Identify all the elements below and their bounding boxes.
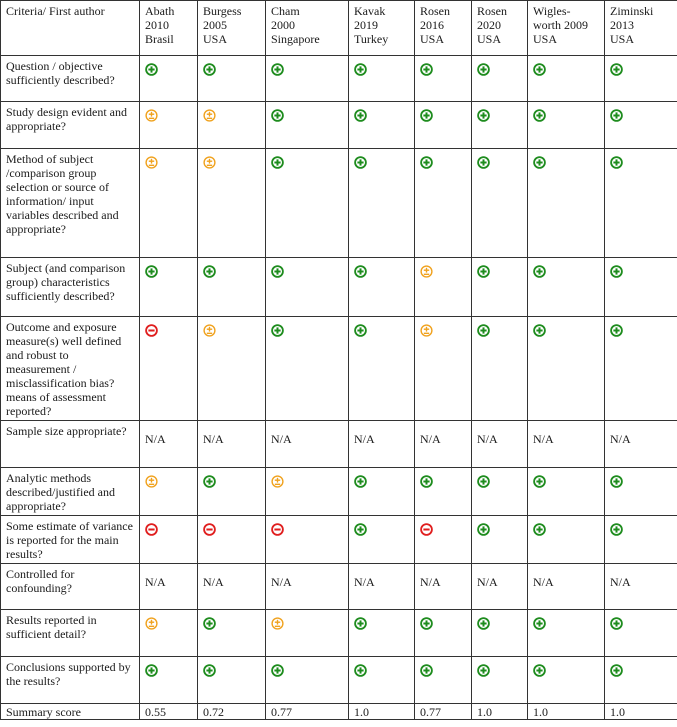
plus-circle-icon	[354, 63, 367, 76]
na-label: N/A	[271, 432, 292, 446]
rating-cell	[140, 56, 198, 102]
rating-cell	[266, 516, 349, 564]
plus-circle-icon	[354, 265, 367, 278]
rating-cell	[349, 657, 415, 704]
plus-circle-icon	[610, 475, 623, 488]
rating-cell	[349, 516, 415, 564]
criterion-cell: Outcome and exposure measure(s) well defined and robust to measurement / misclassification bias? means of assessment reported?	[1, 317, 140, 421]
plus-circle-icon	[271, 664, 284, 677]
study-header: Wigles- worth 2009 USA	[528, 1, 605, 56]
plus-circle-icon	[203, 63, 216, 76]
rating-cell	[349, 468, 415, 516]
na-label: N/A	[610, 575, 631, 589]
study-header: Abath 2010 Brasil	[140, 1, 198, 56]
criteria-header: Criteria/ First author	[1, 1, 140, 56]
rating-cell	[349, 102, 415, 149]
plus-circle-icon	[271, 109, 284, 122]
rating-cell	[472, 657, 528, 704]
plus-circle-icon	[477, 324, 490, 337]
rating-cell	[472, 610, 528, 657]
plus-circle-icon	[477, 156, 490, 169]
rating-cell	[198, 516, 266, 564]
plus-circle-icon	[533, 63, 546, 76]
summary-score: 1.0	[472, 704, 528, 720]
plus-circle-icon	[533, 265, 546, 278]
na-label: N/A	[420, 575, 441, 589]
na-label: N/A	[610, 432, 631, 446]
plus-circle-icon	[477, 475, 490, 488]
rating-cell	[605, 102, 677, 149]
study-header: Cham 2000 Singapore	[266, 1, 349, 56]
rating-cell	[605, 421, 677, 468]
plus-circle-icon	[203, 664, 216, 677]
rating-cell	[198, 149, 266, 258]
table-row	[1, 564, 677, 610]
criterion-cell: Results reported in sufficient detail?	[1, 610, 140, 657]
rating-cell	[266, 468, 349, 516]
table-row	[1, 468, 677, 516]
plus-circle-icon	[354, 617, 367, 630]
rating-cell	[415, 317, 472, 421]
table-row	[1, 56, 677, 102]
table-row	[1, 516, 677, 564]
plus-minus-icon	[271, 617, 284, 630]
summary-score: 0.77	[415, 704, 472, 720]
header-row	[1, 1, 677, 56]
table-body	[1, 56, 677, 720]
rating-cell	[266, 610, 349, 657]
rating-cell	[198, 56, 266, 102]
plus-minus-icon	[203, 109, 216, 122]
plus-minus-icon	[145, 617, 158, 630]
study-header: Kavak 2019 Turkey	[349, 1, 415, 56]
rating-cell	[472, 258, 528, 317]
plus-circle-icon	[420, 63, 433, 76]
rating-cell	[198, 258, 266, 317]
plus-circle-icon	[354, 109, 367, 122]
rating-cell	[349, 610, 415, 657]
rating-cell	[349, 149, 415, 258]
na-label: N/A	[533, 575, 554, 589]
rating-cell	[472, 317, 528, 421]
plus-circle-icon	[271, 156, 284, 169]
plus-circle-icon	[477, 617, 490, 630]
rating-cell	[198, 657, 266, 704]
plus-circle-icon	[354, 156, 367, 169]
rating-cell	[472, 421, 528, 468]
summary-score: 1.0	[528, 704, 605, 720]
rating-cell	[472, 468, 528, 516]
rating-cell	[198, 468, 266, 516]
plus-minus-icon	[203, 156, 216, 169]
minus-circle-icon	[420, 523, 433, 536]
criterion-cell: Method of subject /comparison group selection or source of information/ input variables described and appropriate?	[1, 149, 140, 258]
rating-cell	[266, 657, 349, 704]
plus-circle-icon	[610, 265, 623, 278]
rating-cell	[415, 468, 472, 516]
rating-cell	[415, 516, 472, 564]
plus-minus-icon	[145, 475, 158, 488]
rating-cell	[415, 56, 472, 102]
na-label: N/A	[271, 575, 292, 589]
summary-score: 0.77	[266, 704, 349, 720]
na-label: N/A	[203, 432, 224, 446]
plus-circle-icon	[203, 265, 216, 278]
plus-circle-icon	[610, 324, 623, 337]
table-row	[1, 657, 677, 704]
summary-label: Summary score	[1, 704, 140, 720]
plus-circle-icon	[420, 475, 433, 488]
rating-cell	[266, 149, 349, 258]
rating-cell	[349, 421, 415, 468]
table-row	[1, 610, 677, 657]
rating-cell	[528, 610, 605, 657]
summary-score: 1.0	[605, 704, 677, 720]
study-header: Rosen 2016 USA	[415, 1, 472, 56]
rating-cell	[415, 102, 472, 149]
rating-cell	[605, 610, 677, 657]
plus-circle-icon	[533, 617, 546, 630]
study-header: Rosen 2020 USA	[472, 1, 528, 56]
rating-cell	[528, 516, 605, 564]
plus-circle-icon	[533, 156, 546, 169]
rating-cell	[198, 421, 266, 468]
rating-cell	[528, 657, 605, 704]
rating-cell	[140, 421, 198, 468]
plus-circle-icon	[354, 324, 367, 337]
rating-cell	[528, 149, 605, 258]
rating-cell	[140, 258, 198, 317]
plus-minus-icon	[271, 475, 284, 488]
plus-circle-icon	[610, 664, 623, 677]
rating-cell	[198, 317, 266, 421]
rating-cell	[528, 102, 605, 149]
criterion-cell: Analytic methods described/justified and appropriate?	[1, 468, 140, 516]
rating-cell	[140, 610, 198, 657]
criterion-cell: Question / objective sufficiently described?	[1, 56, 140, 102]
rating-cell	[266, 317, 349, 421]
rating-cell	[605, 657, 677, 704]
rating-cell	[528, 258, 605, 317]
rating-cell	[528, 468, 605, 516]
rating-cell	[472, 516, 528, 564]
plus-circle-icon	[271, 265, 284, 278]
plus-circle-icon	[420, 109, 433, 122]
plus-minus-icon	[420, 324, 433, 337]
plus-circle-icon	[477, 63, 490, 76]
rating-cell	[605, 317, 677, 421]
na-label: N/A	[145, 432, 166, 446]
rating-cell	[266, 564, 349, 610]
plus-circle-icon	[420, 664, 433, 677]
plus-circle-icon	[610, 109, 623, 122]
plus-minus-icon	[420, 265, 433, 278]
table-row	[1, 317, 677, 421]
plus-circle-icon	[477, 664, 490, 677]
rating-cell	[605, 564, 677, 610]
study-header: Ziminski 2013 USA	[605, 1, 677, 56]
rating-cell	[605, 149, 677, 258]
rating-cell	[415, 258, 472, 317]
rating-cell	[528, 564, 605, 610]
rating-cell	[528, 421, 605, 468]
plus-circle-icon	[354, 475, 367, 488]
table-row	[1, 421, 677, 468]
rating-cell	[528, 56, 605, 102]
na-label: N/A	[477, 575, 498, 589]
rating-cell	[198, 610, 266, 657]
plus-circle-icon	[420, 617, 433, 630]
plus-circle-icon	[271, 63, 284, 76]
na-label: N/A	[354, 432, 375, 446]
table-row	[1, 258, 677, 317]
na-label: N/A	[203, 575, 224, 589]
rating-cell	[140, 468, 198, 516]
plus-circle-icon	[354, 664, 367, 677]
rating-cell	[472, 102, 528, 149]
plus-circle-icon	[610, 617, 623, 630]
plus-circle-icon	[610, 63, 623, 76]
plus-minus-icon	[203, 324, 216, 337]
rating-cell	[266, 258, 349, 317]
plus-circle-icon	[203, 617, 216, 630]
rating-cell	[140, 516, 198, 564]
minus-circle-icon	[145, 523, 158, 536]
plus-circle-icon	[533, 324, 546, 337]
rating-cell	[198, 102, 266, 149]
rating-cell	[472, 56, 528, 102]
plus-minus-icon	[145, 109, 158, 122]
criterion-cell: Conclusions supported by the results?	[1, 657, 140, 704]
plus-circle-icon	[477, 265, 490, 278]
rating-cell	[349, 56, 415, 102]
plus-minus-icon	[145, 156, 158, 169]
rating-cell	[349, 564, 415, 610]
rating-cell	[472, 149, 528, 258]
minus-circle-icon	[271, 523, 284, 536]
plus-circle-icon	[533, 664, 546, 677]
rating-cell	[605, 56, 677, 102]
plus-circle-icon	[610, 156, 623, 169]
minus-circle-icon	[203, 523, 216, 536]
rating-cell	[198, 564, 266, 610]
rating-cell	[140, 564, 198, 610]
rating-cell	[140, 657, 198, 704]
na-label: N/A	[533, 432, 554, 446]
plus-circle-icon	[420, 156, 433, 169]
plus-circle-icon	[610, 523, 623, 536]
rating-cell	[605, 516, 677, 564]
plus-circle-icon	[354, 523, 367, 536]
rating-cell	[266, 102, 349, 149]
table-row	[1, 149, 677, 258]
rating-cell	[349, 317, 415, 421]
rating-cell	[605, 258, 677, 317]
plus-circle-icon	[477, 109, 490, 122]
rating-cell	[140, 317, 198, 421]
rating-cell	[472, 564, 528, 610]
rating-cell	[266, 56, 349, 102]
summary-score: 0.55	[140, 704, 198, 720]
na-label: N/A	[354, 575, 375, 589]
plus-circle-icon	[533, 523, 546, 536]
rating-cell	[605, 468, 677, 516]
criterion-cell: Sample size appropriate?	[1, 421, 140, 468]
rating-cell	[415, 421, 472, 468]
criterion-cell: Some estimate of variance is reported for the main results?	[1, 516, 140, 564]
plus-circle-icon	[145, 265, 158, 278]
rating-cell	[415, 149, 472, 258]
summary-score: 1.0	[349, 704, 415, 720]
rating-cell	[415, 610, 472, 657]
criterion-cell: Study design evident and appropriate?	[1, 102, 140, 149]
table-row	[1, 102, 677, 149]
summary-score: 0.72	[198, 704, 266, 720]
minus-circle-icon	[145, 324, 158, 337]
rating-cell	[415, 657, 472, 704]
plus-circle-icon	[477, 523, 490, 536]
rating-cell	[528, 317, 605, 421]
criterion-cell: Controlled for confounding?	[1, 564, 140, 610]
criterion-cell: Subject (and comparison group) characteristics sufficiently described?	[1, 258, 140, 317]
plus-circle-icon	[533, 109, 546, 122]
rating-cell	[349, 258, 415, 317]
plus-circle-icon	[145, 664, 158, 677]
na-label: N/A	[145, 575, 166, 589]
plus-circle-icon	[271, 324, 284, 337]
na-label: N/A	[420, 432, 441, 446]
plus-circle-icon	[145, 63, 158, 76]
rating-cell	[415, 564, 472, 610]
summary-row	[1, 704, 677, 720]
plus-circle-icon	[203, 475, 216, 488]
rating-cell	[266, 421, 349, 468]
rating-cell	[140, 102, 198, 149]
plus-circle-icon	[533, 475, 546, 488]
study-header: Burgess 2005 USA	[198, 1, 266, 56]
na-label: N/A	[477, 432, 498, 446]
rating-cell	[140, 149, 198, 258]
